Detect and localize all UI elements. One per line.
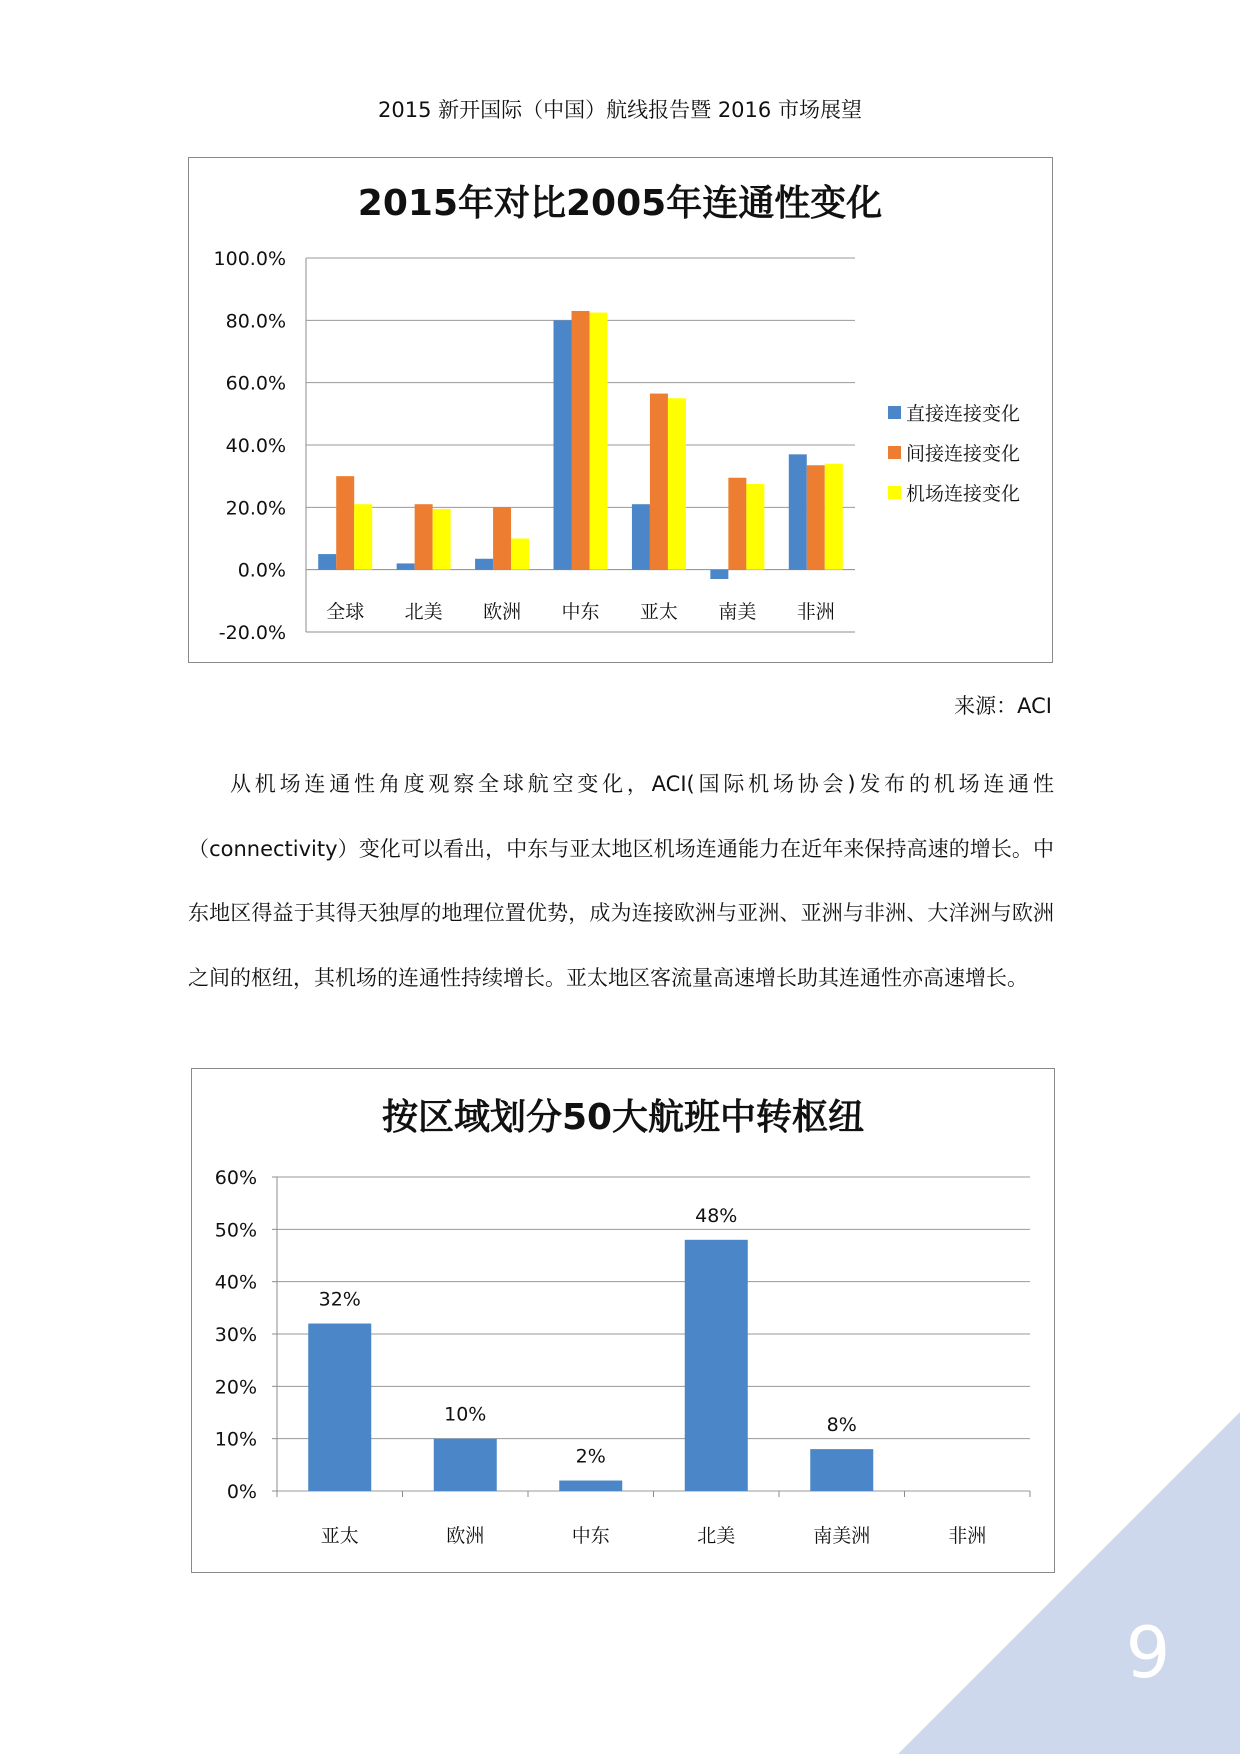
x-tick-label: 中东 <box>561 601 600 623</box>
data-label: 10% <box>444 1403 487 1426</box>
x-tick-label: 非洲 <box>948 1525 987 1547</box>
bar-非洲-1 <box>807 465 825 569</box>
bar-北美-1 <box>415 504 433 569</box>
y-tick-label: 60% <box>214 1167 257 1189</box>
x-tick-label: 非洲 <box>796 601 835 623</box>
y-tick-label: 0% <box>226 1481 257 1503</box>
y-tick-label: 40% <box>214 1271 257 1294</box>
y-tick-label: 20% <box>214 1376 257 1399</box>
y-tick-label: 50% <box>214 1219 257 1242</box>
x-tick-label: 欧洲 <box>483 601 522 623</box>
bar-中东-1 <box>572 311 590 570</box>
x-tick-label: 全球 <box>326 601 365 623</box>
chart-title: 2015年对比2005年连通性变化 <box>357 183 883 224</box>
connectivity-chart <box>188 157 1053 663</box>
y-tick-label: 20.0% <box>225 497 286 520</box>
body-paragraph: 从机场连通性角度观察全球航空变化，ACI(国际机场协会)发布的机场连通性（connectivity）变化可以看出，中东与亚太地区机场连通能力在近年来保持高速的增长。中东地区得益于其得天独厚的地理位置优势，成为连接欧洲与亚洲、亚洲与非洲、大洋洲与欧洲之间的枢纽，其机场的连通性持续增长。亚太地区客流量高速增长助其连通性亦高速增长。 <box>188 772 1054 990</box>
bar-全球-2 <box>354 504 372 569</box>
data-label: 2% <box>575 1445 606 1468</box>
bar-中东-0 <box>554 320 572 569</box>
bar-北美-2 <box>433 509 451 570</box>
corner-triangle <box>898 1412 1240 1754</box>
bar-北美 <box>685 1240 748 1491</box>
bar-亚太 <box>308 1324 371 1491</box>
legend-label: 间接连接变化 <box>906 443 1021 465</box>
x-tick-label: 亚太 <box>320 1525 359 1547</box>
bar-欧洲-1 <box>493 507 511 569</box>
bar-全球-1 <box>336 476 354 569</box>
y-tick-label: 40.0% <box>225 435 286 457</box>
page-header: 2015 新开国际（中国）航线报告暨 2016 市场展望 <box>378 98 862 122</box>
bar-中东-2 <box>590 313 608 570</box>
y-tick-label: 10% <box>214 1428 257 1451</box>
bar-非洲-0 <box>789 454 807 569</box>
body-paragraph-block <box>188 752 1054 1010</box>
y-tick-label: 100.0% <box>213 248 286 270</box>
data-label: 48% <box>695 1204 738 1227</box>
y-tick-label: 80.0% <box>225 310 286 333</box>
connectivity-chart-svg <box>189 158 1052 662</box>
bar-南美-1 <box>728 478 746 570</box>
legend-swatch <box>888 446 901 459</box>
chart-title: 按区域划分50大航班中转枢纽 <box>381 1097 865 1138</box>
legend-label: 机场连接变化 <box>906 483 1021 505</box>
bar-南美-2 <box>746 484 764 570</box>
data-label: 8% <box>826 1414 857 1437</box>
x-tick-label: 南美 <box>718 601 757 623</box>
bar-非洲-2 <box>825 464 843 570</box>
x-tick-label: 欧洲 <box>446 1525 485 1547</box>
bar-欧洲-0 <box>475 559 493 570</box>
legend-swatch <box>888 486 901 499</box>
source-note: 来源：ACI <box>954 694 1052 718</box>
y-tick-label: 30% <box>214 1324 257 1346</box>
bar-欧洲 <box>434 1439 497 1491</box>
y-tick-label: 0.0% <box>237 559 286 582</box>
bar-全球-0 <box>318 554 336 570</box>
y-tick-label: 60.0% <box>225 372 286 395</box>
bar-南美-0 <box>710 570 728 579</box>
legend-swatch <box>888 406 901 419</box>
bar-亚太-0 <box>632 504 650 569</box>
x-tick-label: 北美 <box>404 601 443 623</box>
bar-北美-0 <box>397 563 415 569</box>
bar-南美洲 <box>810 1449 873 1491</box>
corner-decoration <box>898 1412 1240 1754</box>
bar-亚太-2 <box>668 398 686 569</box>
page-number: 9 <box>1125 1612 1171 1694</box>
bar-亚太-1 <box>650 394 668 570</box>
x-tick-label: 北美 <box>697 1525 736 1547</box>
legend-label: 直接连接变化 <box>906 403 1021 425</box>
x-tick-label: 中东 <box>571 1525 610 1547</box>
y-tick-label: -20.0% <box>218 622 286 644</box>
bar-欧洲-2 <box>511 539 529 570</box>
x-tick-label: 亚太 <box>639 601 678 623</box>
data-label: 32% <box>318 1288 361 1311</box>
bar-中东 <box>559 1481 622 1491</box>
x-tick-label: 南美洲 <box>813 1525 871 1547</box>
